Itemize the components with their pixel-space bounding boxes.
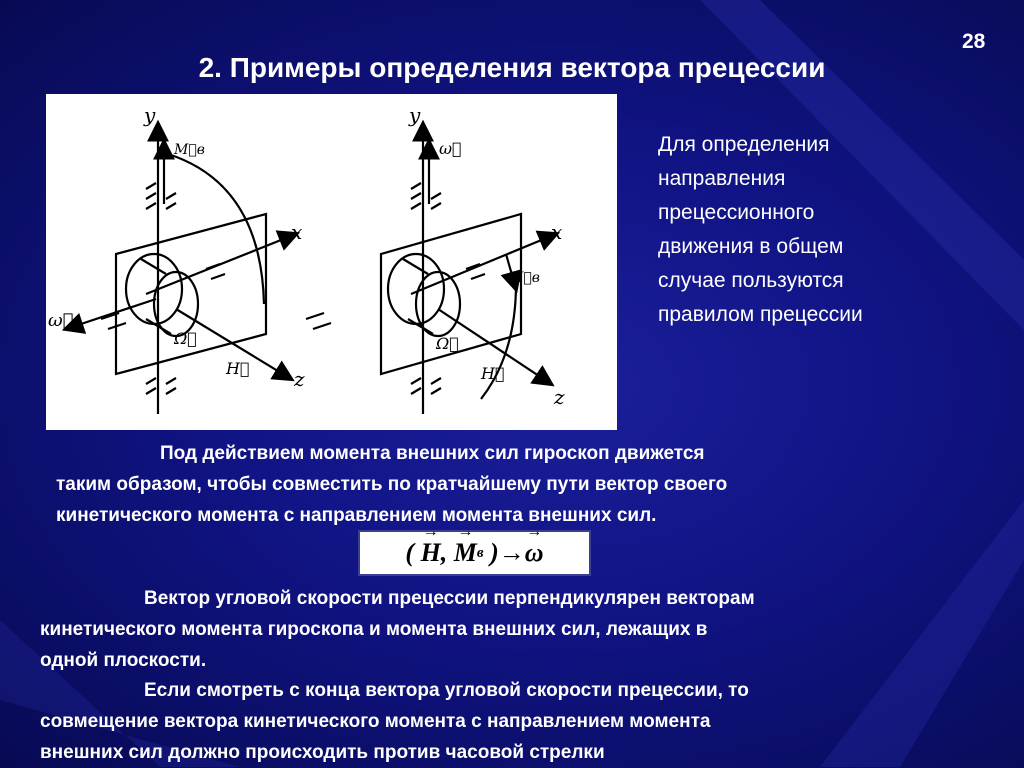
- right-vec-omega: ω⃗: [439, 139, 462, 158]
- slide-title: 2. Примеры определения вектора прецессии: [198, 52, 826, 83]
- formula-omega: → ω: [525, 538, 544, 568]
- para3-line: Если смотреть с конца вектора угловой скорости прецессии, то: [144, 680, 749, 701]
- para1-line: кинетического момента с направлением момента внешних сил.: [56, 505, 657, 526]
- gyroscope-figure: [46, 94, 617, 430]
- formula-m: [454, 538, 477, 568]
- right-vec-h: H⃗: [481, 364, 505, 383]
- formula-m-sub: в: [476, 544, 484, 561]
- para3-line: внешних сил должно происходить против часовой стрелки: [40, 742, 605, 763]
- slide-number: 28: [962, 30, 986, 53]
- formula-h: → H: [421, 538, 441, 568]
- left-diagram: [66, 124, 296, 414]
- side-line: прецессионного: [658, 201, 815, 224]
- para3-line: совмещение вектора кинетического момента с направлением момента: [40, 711, 711, 732]
- side-line: Для определения: [658, 133, 830, 156]
- para2-line: Вектор угловой скорости прецессии перпендикулярен векторам: [144, 588, 755, 609]
- side-line: движения в общем: [658, 235, 844, 258]
- right-axis-x: x: [551, 220, 563, 244]
- left-vec-omega: ω⃗: [48, 310, 74, 331]
- formula-m-letter: M: [453, 538, 477, 567]
- side-description: [658, 128, 988, 332]
- paragraph-2: [40, 583, 1000, 676]
- paragraph-1: [56, 438, 996, 531]
- formula-close: ): [490, 538, 499, 567]
- formula-box: [358, 530, 591, 576]
- right-axis-y: y: [409, 103, 421, 127]
- side-line: случае пользуются: [658, 269, 844, 292]
- right-diagram: [306, 124, 556, 414]
- left-axis-y: y: [144, 103, 156, 127]
- side-line: правилом прецессии: [658, 303, 863, 326]
- right-vec-m: M⃗в: [509, 270, 540, 286]
- paragraph-3: [40, 675, 1000, 768]
- para2-line: кинетического момента гироскопа и момента внешних сил, лежащих в: [40, 619, 708, 640]
- para2-line: одной плоскости.: [40, 650, 207, 671]
- side-line: направления: [658, 167, 786, 190]
- gyroscope-diagrams: [46, 94, 617, 430]
- left-vec-Omega: Ω⃗: [174, 329, 197, 348]
- left-axis-x: x: [291, 220, 303, 244]
- right-vec-Omega: Ω⃗: [436, 334, 459, 353]
- formula-comma: ,: [440, 538, 448, 567]
- formula-arrow: →: [498, 538, 525, 567]
- left-axis-z: z: [294, 367, 305, 391]
- formula-open: (: [405, 538, 415, 567]
- para1-line: таким образом, чтобы совместить по кратчайшему пути вектор своего: [56, 474, 728, 495]
- left-vec-m: M⃗в: [174, 142, 205, 158]
- right-axis-z: z: [554, 385, 565, 409]
- para1-line: Под действием момента внешних сил гироскоп движется: [160, 443, 705, 464]
- left-vec-h: H⃗: [226, 359, 250, 378]
